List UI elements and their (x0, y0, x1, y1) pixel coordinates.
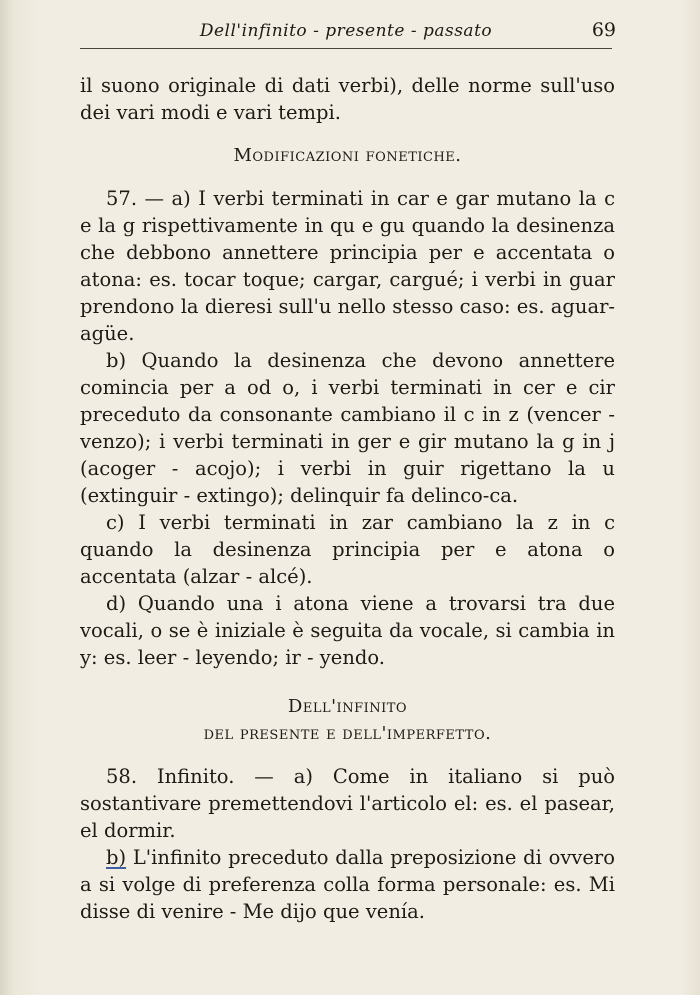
intro-paragraph: il suono originale di dati verbi), delle norme sull'uso dei vari modi e vari tempi. (80, 74, 615, 124)
section-heading-infinito: Dell'infinito (287, 696, 408, 717)
running-title: Dell'infinito - presente - passato (199, 21, 493, 41)
section-subheading-infinito: del presente e dell'imperfetto. (203, 723, 492, 744)
section-heading-modificazioni: Modificazioni fonetiche. (233, 145, 462, 166)
paragraph-57b: b) Quando la desinenza che devono annettere comincia per a od o, i verbi terminati in cer e cir preceduto da consonante cambiano il c in z (vencer - venzo); i verbi terminati in ger e gir mutano la g in j (acoger - acojo); i verbi in guir rigettano la u (extinguir - extingo); delinquir fa delinco-ca. (80, 349, 615, 507)
paragraph-57c: c) I verbi terminati in zar cambiano la z in c quando la desinenza principia per e atona o accentata (alzar - alcé). (80, 511, 615, 588)
paragraph-58b (80, 844, 615, 925)
paragraph-58b-marker: b) (106, 846, 127, 869)
paragraph-57d: d) Quando una i atona viene a trovarsi tra due vocali, o se è iniziale è seguita da vocale, si cambia in y: es. leer - leyendo; ir - yendo. (80, 592, 615, 669)
page-number: 69 (591, 19, 616, 41)
body-text (80, 72, 615, 925)
paragraph-58b-text: L'infinito preceduto dalla preposizione di ovvero a si volge di preferenza colla forma personale: es. Mi disse di venire - Me dijo que venía. (80, 846, 615, 923)
page-header (80, 18, 616, 49)
paragraph-58a: 58. Infinito. — a) Come in italiano si può sostantivare premettendovi l'articolo el: es. el pasear, el dormir. (80, 765, 615, 842)
paragraph-57a: 57. — a) I verbi terminati in car e gar mutano la c e la g rispettivamente in qu e gu quando la desinenza che debbono annettere principia per e accentata o atona: es. tocar toque; cargar, cargué; i verbi in guar prendono la dieresi sull'u nello stesso caso: es. aguar-agüe. (80, 187, 615, 345)
